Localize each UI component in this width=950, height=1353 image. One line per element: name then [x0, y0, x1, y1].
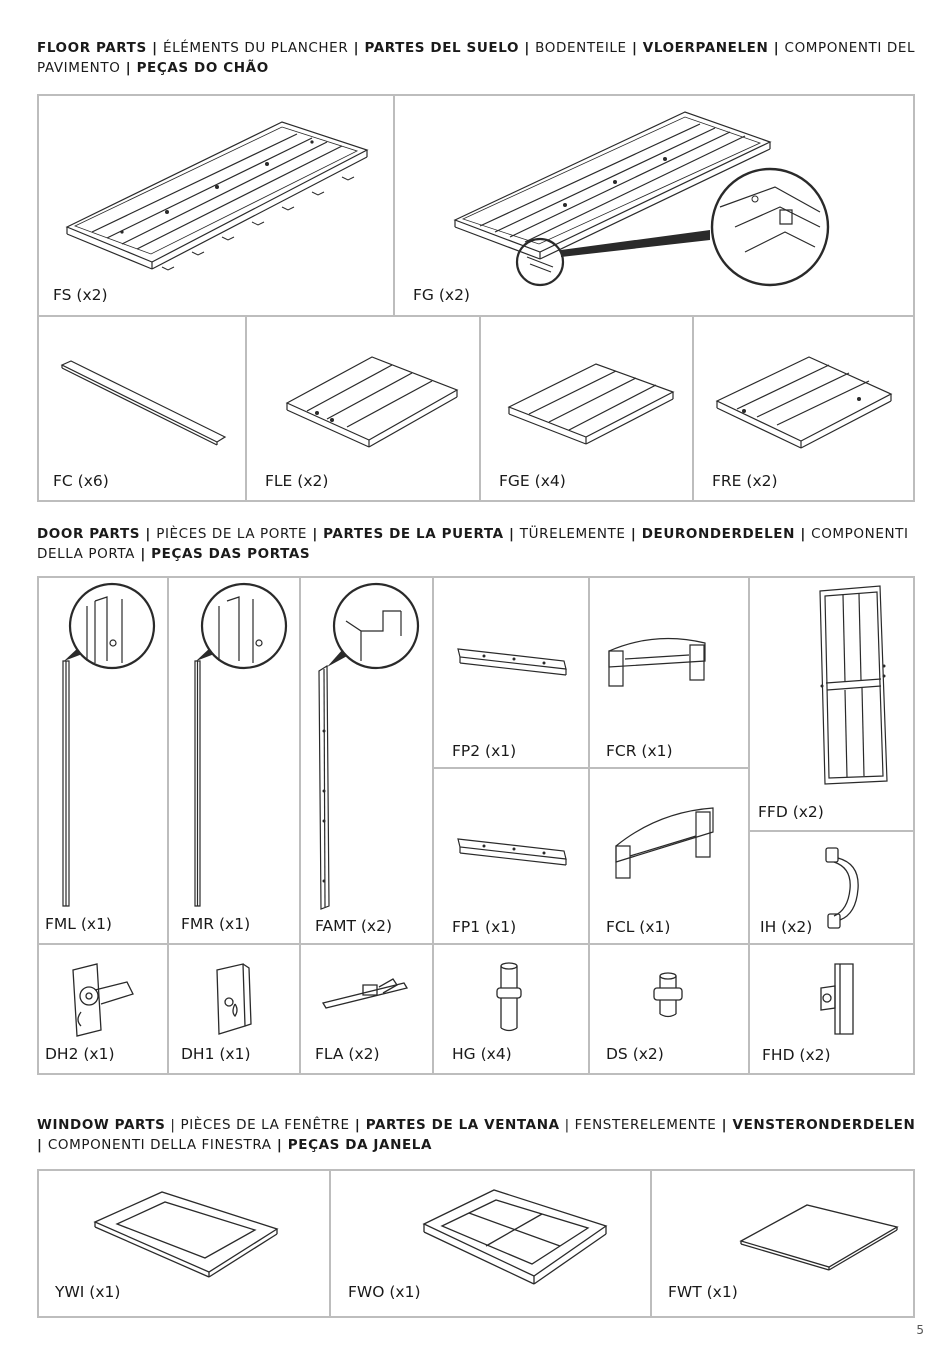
- heading-segment: FLOOR PARTS: [37, 40, 147, 56]
- floor-parts-heading: [37, 38, 917, 78]
- heading-segment: VLOERPANELEN: [642, 40, 769, 56]
- part-label-fcl: FCL (x1): [606, 918, 671, 936]
- heading-segment: PARTES DE LA VENTANA: [365, 1117, 560, 1133]
- part-label-fs: FS (x2): [53, 286, 108, 304]
- part-label-fp1: FP1 (x1): [452, 918, 517, 936]
- heading-segment: ÉLÉMENTS DU PLANCHER: [162, 40, 349, 56]
- door-frame-fml-drawing: [47, 581, 162, 911]
- heading-segment: COMPONENTI DELLA FINESTRA: [47, 1137, 272, 1153]
- heading-segment: DEURONDERDELEN: [641, 526, 796, 542]
- part-label-fcr: FCR (x1): [606, 742, 673, 760]
- window-part-fwt-drawing: [737, 1199, 902, 1274]
- window-part-ywi-drawing: [87, 1184, 287, 1284]
- part-label-fg: FG (x2): [413, 286, 470, 304]
- window-parts-heading: [37, 1115, 917, 1155]
- heading-segment: DOOR PARTS: [37, 526, 141, 542]
- heading-segment: |: [559, 1117, 575, 1133]
- window-part-fwo-drawing: [416, 1184, 616, 1294]
- part-label-fge: FGE (x4): [499, 472, 566, 490]
- door-hinge-dh2-drawing: [67, 960, 142, 1040]
- heading-segment: |: [626, 40, 643, 56]
- page-number: 5: [916, 1323, 924, 1337]
- door-hinge-dh1-drawing: [209, 960, 259, 1040]
- heading-segment: |: [348, 40, 365, 56]
- heading-segment: |: [37, 1137, 48, 1153]
- door-part-fcr-drawing: [605, 631, 715, 696]
- part-label-fla: FLA (x2): [315, 1045, 380, 1063]
- heading-segment: |: [140, 526, 157, 542]
- part-cell-famt: [301, 576, 434, 945]
- part-cell-fla: [301, 945, 434, 1075]
- heading-segment: FENSTERELEMENTE: [574, 1117, 717, 1133]
- heading-segment: |: [625, 526, 642, 542]
- part-label-fwt: FWT (x1): [668, 1283, 738, 1301]
- part-label-ffd: FFD (x2): [758, 803, 824, 821]
- door-parts-heading: [37, 524, 917, 564]
- part-label-fmr: FMR (x1): [181, 915, 251, 933]
- heading-segment: |: [135, 546, 152, 562]
- part-label-fc: FC (x6): [53, 472, 109, 490]
- door-handle-ih-drawing: [820, 844, 870, 934]
- heading-segment: PIÈCES DE LA FENÊTRE: [180, 1117, 350, 1133]
- part-label-famt: FAMT (x2): [315, 917, 392, 935]
- part-cell-fc: [37, 317, 247, 502]
- part-cell-fp2: [434, 576, 590, 769]
- heading-segment: |: [716, 1117, 733, 1133]
- door-panel-ffd-drawing: [815, 586, 895, 786]
- part-label-fml: FML (x1): [45, 915, 112, 933]
- part-cell-fcl: [590, 769, 750, 945]
- heading-segment: |: [165, 1117, 181, 1133]
- part-label-fle: FLE (x2): [265, 472, 329, 490]
- door-part-hg-drawing: [489, 960, 529, 1035]
- floor-panel-fs-drawing: [47, 102, 387, 287]
- heading-segment: PEÇAS DAS PORTAS: [151, 546, 311, 562]
- heading-segment: COMPONENTI DEL PAVIMENTO: [37, 40, 916, 76]
- heading-segment: |: [307, 526, 324, 542]
- part-cell-fp1: [434, 769, 590, 945]
- heading-segment: PEÇAS DO CHÃO: [136, 60, 269, 76]
- heading-segment: WINDOW PARTS: [37, 1117, 166, 1133]
- floor-panel-fle-drawing: [277, 345, 462, 455]
- part-label-dh1: DH1 (x1): [181, 1045, 251, 1063]
- heading-segment: PARTES DE LA PUERTA: [323, 526, 504, 542]
- door-frame-fmr-drawing: [181, 581, 296, 911]
- part-cell-ih: [750, 832, 915, 945]
- part-cell-fre: [694, 317, 915, 502]
- part-label-hg: HG (x4): [452, 1045, 512, 1063]
- part-cell-fge: [481, 317, 694, 502]
- part-label-fre: FRE (x2): [712, 472, 778, 490]
- door-part-fp1-drawing: [454, 831, 574, 871]
- part-cell-fle: [247, 317, 481, 502]
- heading-segment: |: [519, 40, 536, 56]
- heading-segment: |: [503, 526, 520, 542]
- part-cell-fhd: [750, 945, 915, 1075]
- heading-segment: |: [146, 40, 163, 56]
- part-cell-ywi: [37, 1169, 331, 1318]
- part-cell-ds: [590, 945, 750, 1075]
- door-part-fhd-drawing: [815, 960, 865, 1040]
- floor-panel-fge-drawing: [501, 352, 681, 452]
- door-frame-famt-drawing: [311, 581, 426, 911]
- part-cell-dh1: [169, 945, 301, 1075]
- part-label-ds: DS (x2): [606, 1045, 664, 1063]
- part-label-dh2: DH2 (x1): [45, 1045, 115, 1063]
- part-cell-fwo: [331, 1169, 652, 1318]
- heading-segment: |: [349, 1117, 366, 1133]
- heading-segment: COMPONENTI DELLA PORTA: [37, 526, 909, 562]
- floor-strip-fc-drawing: [57, 357, 232, 452]
- heading-segment: |: [120, 60, 137, 76]
- part-cell-fs: [37, 94, 395, 317]
- door-part-ds-drawing: [648, 970, 688, 1025]
- part-cell-ffd: [750, 576, 915, 832]
- part-cell-fg: [395, 94, 915, 317]
- part-cell-fwt: [652, 1169, 915, 1318]
- door-part-fp2-drawing: [454, 641, 574, 681]
- floor-panel-fg-drawing: [435, 102, 905, 312]
- heading-segment: VENSTERONDERDELEN: [732, 1117, 916, 1133]
- part-cell-dh2: [37, 945, 169, 1075]
- part-label-ywi: YWI (x1): [55, 1283, 121, 1301]
- heading-segment: |: [768, 40, 785, 56]
- part-label-fp2: FP2 (x1): [452, 742, 517, 760]
- heading-segment: PARTES DEL SUELO: [364, 40, 520, 56]
- door-part-fcl-drawing: [608, 804, 723, 884]
- part-label-ih: IH (x2): [760, 918, 813, 936]
- part-cell-fcr: [590, 576, 750, 769]
- heading-segment: |: [795, 526, 812, 542]
- part-label-fhd: FHD (x2): [762, 1046, 831, 1064]
- heading-segment: PIÈCES DE LA PORTE: [156, 526, 308, 542]
- heading-segment: TÜRELEMENTE: [519, 526, 626, 542]
- part-cell-fmr: [169, 576, 301, 945]
- part-cell-fml: [37, 576, 169, 945]
- part-cell-hg: [434, 945, 590, 1075]
- heading-segment: BODENTEILE: [535, 40, 627, 56]
- door-latch-fla-drawing: [319, 973, 414, 1013]
- floor-panel-fre-drawing: [709, 349, 899, 459]
- part-label-fwo: FWO (x1): [348, 1283, 421, 1301]
- heading-segment: |: [271, 1137, 288, 1153]
- heading-segment: PEÇAS DA JANELA: [287, 1137, 433, 1153]
